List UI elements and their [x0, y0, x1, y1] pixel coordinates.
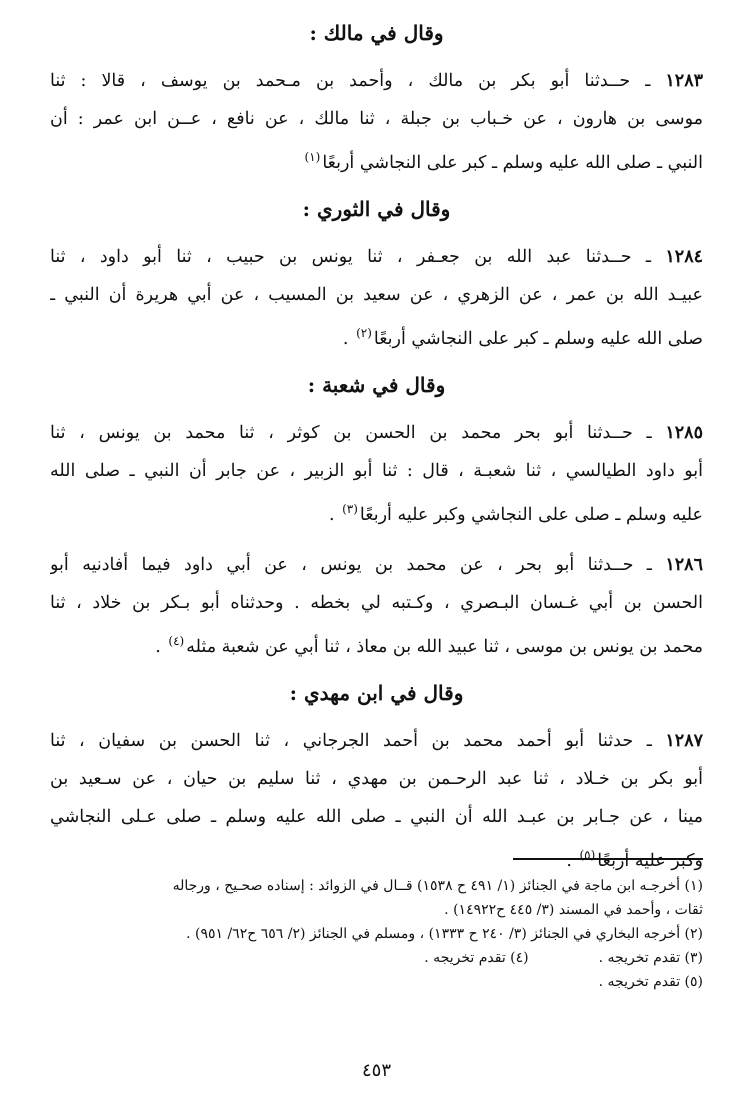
hadith-line: وكبر عليه أربعًا$^{(٥)}$ .: [566, 848, 703, 871]
hadith-line: ١٢٨٥ ـ حــدثنا أبو بحر محمد بن الحسن بن كوثر ، ثنا محمد بن يونس ، ثنا: [50, 423, 703, 443]
footnote-ref[interactable]: (٤): [168, 634, 185, 648]
hadith-number: ١٢٨٥: [665, 423, 703, 443]
hadith-line: عبيـد الله بن عمر ، عن الزهري ، عن سعيد بن المسيب ، عن أبي هريرة أن النبي ـ: [50, 285, 703, 305]
footnote-pair: [50, 946, 703, 970]
hadith-line: مينا ، عن جـابر بن عبـد الله أن النبي ـ صلى الله عليه وسلم ـ صلى عـلى النجاشي: [50, 807, 703, 827]
hadith-number: ١٢٨٤: [665, 247, 703, 267]
hadith-1283: [50, 62, 703, 176]
hadith-line: ١٢٨٧ ـ حدثنا أبو أحمد محمد بن أحمد الجرجاني ، ثنا الحسن بن سفيان ، ثنا: [50, 731, 703, 751]
section-heading-malik: وقال في مالك :: [309, 21, 444, 45]
hadith-line: أبو داود الطيالسي ، ثنا شعبـة ، قال : ثنا أبو الزبير ، عن جابر أن النبي ـ صلى الله: [50, 461, 703, 481]
section-heading-ibn-mahdi: وقال في ابن مهدي :: [289, 681, 464, 705]
section-heading-thawri: وقال في الثوري :: [302, 197, 451, 221]
hadith-1286: [50, 546, 703, 660]
hadith-number: ١٢٨٦: [665, 555, 703, 575]
page-number: ٤٥٣: [361, 1060, 391, 1081]
hadith-1287: [50, 722, 703, 874]
hadith-number: ١٢٨٣: [665, 71, 703, 91]
footnotes: [50, 874, 703, 994]
footnote-4: (٤) تقدم تخريجه .: [424, 950, 529, 966]
footnote-2: (٢) أخرجه البخاري في الجنائز (٣/ ٢٤٠ ح ١٣٣٣) ، ومسلم في الجنائز (٢/ ٦٥٦ ح٦٢/ ٩٥١) .: [186, 926, 703, 942]
hadith-line: محمد بن يونس بن موسى ، ثنا عبيد الله بن معاذ ، ثنا أبي عن شعبة مثله$^{(٤)}$ .: [155, 634, 703, 657]
hadith-line: النبي ـ صلى الله عليه وسلم ـ كبر على النجاشي أربعًا$^{(١)}$: [304, 150, 703, 173]
footnote-ref[interactable]: (٥): [579, 848, 596, 862]
hadith-line: أبو بكر بن خـلاد ، ثنا عبد الرحـمن بن مهدي ، ثنا سليم بن حيان ، عن سـعيد بن: [50, 769, 703, 789]
book-page: [50, 18, 703, 1098]
hadith-line: ١٢٨٤ ـ حــدثنا عبد الله بن جعـفر ، ثنا يونس بن حبيب ، ثنا أبو داود ، ثنا: [50, 247, 703, 267]
footnote-3: (٣) تقدم تخريجه .: [598, 950, 703, 966]
footnote-5: (٥) تقدم تخريجه .: [598, 974, 703, 990]
footnote-ref[interactable]: (٣): [342, 502, 358, 516]
footnote-ref[interactable]: (٢): [356, 326, 372, 340]
hadith-line: ١٢٨٦ ـ حــدثنا أبو بحر ، عن محمد بن يونس ، عن أبي داود فيما أفادنيه أبو: [50, 555, 703, 575]
hadith-number: ١٢٨٧: [665, 731, 703, 751]
separator-line: [513, 858, 703, 860]
footnote-ref[interactable]: (١): [304, 150, 321, 164]
section-heading-shuba: وقال في شعبة :: [307, 373, 446, 397]
hadith-line: ١٢٨٣ ـ حــدثنا أبو بكر بن مالك ، وأحمد بن مـحمد بن يوسف ، قالا : ثنا: [50, 71, 703, 91]
hadith-line: موسى بن هارون ، عن خـباب بن جبلة ، ثنا مالك ، عن نافع ، عــن ابن عمر : أن: [50, 109, 703, 129]
hadith-1284: [50, 238, 703, 352]
hadith-line: الحسن بن أبي غـسان البـصري ، وكـتبه لي بخطه . وحدثناه أبو بـكر بن خلاد ، ثنا: [50, 593, 703, 613]
hadith-line: عليه وسلم ـ صلى على النجاشي وكبر عليه أربعًا$^{(٣)}$ .: [328, 502, 703, 525]
footnote-1: (١) أخرجـه ابن ماجة في الجنائز (١/ ٤٩١ ح ١٥٣٨) قــال في الزوائد : إسناده صحـيح ، ورجاله: [172, 878, 703, 894]
footnote-separator: [50, 858, 703, 860]
footnote-1-continued: ثقات ، وأحمد في المسند (٣/ ٤٤٥ ح١٤٩٢٢) .: [444, 902, 703, 918]
hadith-1285: [50, 414, 703, 528]
hadith-line: صلى الله عليه وسلم ـ كبر على النجاشي أربعًا$^{(٢)}$ .: [342, 326, 703, 349]
